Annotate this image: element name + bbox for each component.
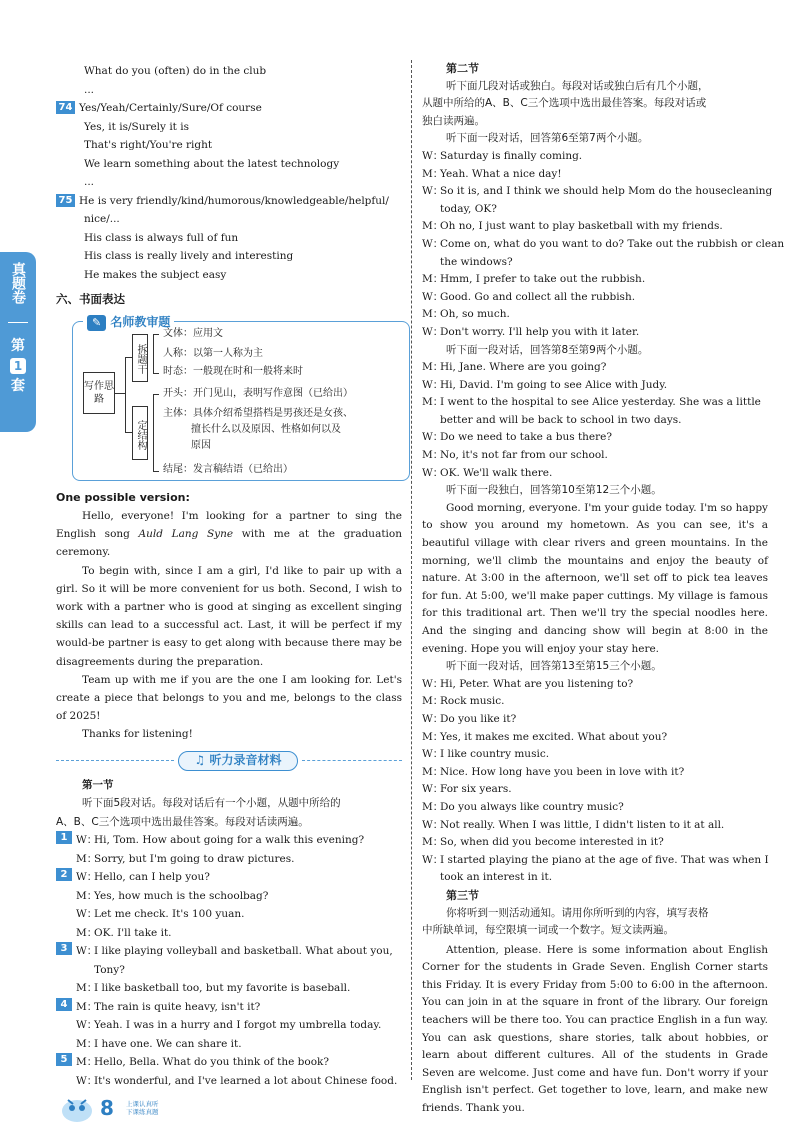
dialog-text: Saturday is finally coming. — [440, 149, 583, 162]
dialog-line — [422, 869, 768, 887]
dialog-text: the windows? — [440, 255, 513, 268]
speaker-label — [422, 201, 440, 219]
side-tab-separator — [8, 322, 28, 323]
mindmap-connector — [115, 393, 125, 394]
mindmap-item: 开头：开门见山，表明写作意图（已给出） — [163, 387, 353, 399]
dialog-line — [56, 942, 402, 961]
speaker-label: W： — [422, 818, 444, 831]
side-tab-title — [0, 262, 36, 309]
dialog-text: Hi, David. I'm going to see Alice with Judy. — [440, 378, 668, 391]
section-2-intro: 从题中所给的A、B、C三个选项中选出最佳答案。每段对话或 — [422, 97, 707, 110]
dialog-block — [56, 1053, 402, 1090]
dialog-line — [422, 324, 768, 342]
mindmap-root: 写作思路 — [83, 372, 115, 414]
indent-spacer — [56, 924, 76, 943]
q75-line: nice/... — [84, 213, 120, 225]
indent-spacer — [56, 1016, 76, 1035]
dialog-line — [422, 254, 768, 272]
dialog-text: Do we need to take a bus there? — [440, 431, 613, 444]
side-tab-set-number: 1 — [10, 358, 26, 374]
section-1-dialogs — [56, 831, 402, 1090]
speaker-label: W： — [422, 783, 444, 796]
headphone-icon: ♫ — [194, 752, 206, 767]
dialog-line — [56, 961, 402, 980]
dialog-block — [56, 942, 402, 998]
speaker-label: W： — [422, 290, 444, 303]
dialog-line — [422, 359, 768, 377]
dialog-text: Do you like it? — [440, 712, 517, 725]
dialog-text: Yes, how much is the schoolbag? — [94, 889, 269, 902]
speaker-label — [422, 254, 440, 272]
indent-spacer — [56, 961, 76, 980]
dialog-block — [56, 831, 402, 868]
dialog-line — [56, 1016, 402, 1035]
left-column — [56, 62, 402, 1090]
teacher-analysis-box — [72, 314, 410, 481]
mindmap-item: 结尾：发言稿结语（已给出） — [163, 463, 293, 475]
side-tab — [0, 252, 36, 432]
speaker-label: M： — [76, 889, 98, 902]
essay-paragraph: Team up with me if you are the one I am looking for. Let's create a piece that belongs to you and me, belongs to the class of 2025! — [56, 673, 402, 723]
mindmap-item: 主体：具体介绍希望搭档是男孩还是女孩、 — [163, 407, 353, 419]
dialog-line — [56, 1072, 402, 1091]
dialog-text: Yeah. What a nice day! — [440, 167, 562, 180]
question-number: 1 — [56, 831, 72, 844]
speaker-label: W： — [76, 908, 98, 921]
q74-line: That's right/You're right — [84, 139, 213, 151]
speaker-label: M： — [422, 449, 444, 462]
essay-paragraph: To begin with, since I am a girl, I'd like to pair up with a girl. So it will be more convenient for us both. Second, I wish to work with a partner who is good at singing as excellent singing skills can lead to a successful act. Last, it will be perfect if my would-be partner is easy to get along with because there may be disagreements during the preparation. — [56, 564, 402, 668]
speaker-label: M： — [422, 273, 444, 286]
dialog-line — [422, 218, 768, 236]
dialog-line — [422, 746, 768, 764]
section-3-intro: 你将听到一则活动通知。请用你所听到的内容，填写表格 — [446, 906, 709, 919]
dialog-text: Let me check. It's 100 yuan. — [94, 908, 245, 921]
speaker-label — [422, 412, 440, 430]
dialog-line — [56, 1035, 402, 1054]
q73-line: What do you (often) do in the club — [84, 65, 267, 77]
right-column — [422, 60, 785, 1118]
mindmap-branch-analyze: 拆题干 — [132, 334, 148, 382]
speaker-label: M： — [422, 361, 444, 374]
dialog-block — [56, 868, 402, 942]
dialog-line — [422, 394, 768, 412]
dialog-line — [422, 799, 768, 817]
dialog-line — [422, 465, 768, 483]
dialog-text: Hi, Tom. How about going for a walk this evening? — [94, 834, 365, 847]
dialog-text: Hi, Jane. Where are you going? — [440, 361, 607, 374]
dialog-6-7 — [422, 148, 785, 342]
essay — [56, 489, 402, 744]
dialog-line — [422, 377, 768, 395]
speaker-label: W： — [422, 853, 444, 866]
dialog-text: No, it's not far from our school. — [440, 449, 608, 462]
essay-paragraph: Hello, everyone! I'm looking for a partner to sing the English song Auld Lang Syne with me at the graduation ceremony. — [56, 510, 402, 559]
mindmap-connector — [125, 432, 132, 433]
speaker-label: M： — [422, 836, 444, 849]
indent-spacer — [56, 979, 76, 998]
section-6-heading: 六、书面表达 — [56, 292, 125, 306]
q74-line: We learn something about the latest technology — [84, 157, 340, 170]
speaker-label: W： — [76, 945, 98, 958]
speaker-label: W： — [76, 1019, 98, 1032]
dialog-text: Not really. When I was little, I didn't listen to it at all. — [440, 818, 725, 831]
indent-spacer — [56, 1072, 76, 1091]
speaker-label: M： — [422, 220, 444, 233]
question-number: 3 — [56, 942, 72, 955]
section-2-title: 第二节 — [446, 62, 479, 75]
speaker-label: W： — [422, 677, 444, 690]
dialog-text: Rock music. — [440, 695, 505, 708]
dialog-line — [422, 201, 768, 219]
speaker-label: M： — [422, 730, 444, 743]
speaker-label: W： — [422, 712, 444, 725]
section-2-intro: 独白读两遍。 — [422, 114, 485, 127]
indent-spacer — [56, 887, 76, 906]
dialog-line — [56, 905, 402, 924]
dialog-line — [422, 166, 768, 184]
q75-first: 75 He is very friendly/kind/humorous/knowledgeable/helpful/ — [56, 192, 402, 211]
monologue-intro: 听下面一段独白，回答第10至第12三个小题。 — [446, 484, 662, 497]
dialog-text: I like basketball too, but my favorite is baseball. — [94, 982, 351, 995]
dialog-text: Hi, Peter. What are you listening to? — [440, 677, 634, 690]
question-number: 4 — [56, 998, 72, 1011]
dialog-8-9 — [422, 359, 768, 482]
dialog-line — [422, 817, 768, 835]
dialog-line — [56, 868, 402, 887]
teacher-box-title: ✎ 名师教审题 — [83, 313, 174, 332]
mindmap-connector — [125, 357, 126, 432]
dialog-line — [422, 834, 768, 852]
speaker-label: W： — [76, 871, 98, 884]
speaker-label: M： — [422, 695, 444, 708]
dialog-text: Hello, can I help you? — [94, 871, 210, 884]
banner-dash-right — [302, 760, 402, 761]
dialog-line — [422, 693, 768, 711]
speaker-label — [422, 869, 440, 887]
dialog-line — [422, 676, 768, 694]
mindmap-bracket — [153, 334, 159, 374]
side-tab-set-pre: 第 — [11, 338, 25, 354]
speaker-label: W： — [422, 149, 444, 162]
section-1-intro: 听下面5段对话。每段对话后有一个小题，从题中所给的 — [82, 797, 341, 810]
section-1-title: 第一节 — [82, 778, 114, 791]
dialog-line — [422, 289, 768, 307]
question-number: 5 — [56, 1053, 72, 1066]
speaker-label: W： — [422, 748, 444, 761]
speaker-label — [76, 961, 94, 980]
dialog-text: I went to the hospital to see Alice yesterday. She was a little — [440, 396, 761, 409]
dialog-line — [422, 429, 768, 447]
speaker-label: M： — [422, 396, 444, 409]
dialog-text: Oh, so much. — [440, 308, 510, 321]
dialog-block — [56, 998, 402, 1054]
question-number: 2 — [56, 868, 72, 881]
speaker-label: M： — [422, 308, 444, 321]
essay-heading: One possible version: — [56, 490, 190, 504]
dialog-text: I have one. We can share it. — [94, 1037, 242, 1050]
mindmap-item: 文体：应用文 — [163, 327, 223, 339]
mindmap-item: 时态：一般现在时和一般将来时 — [163, 365, 303, 377]
dialog-line — [422, 306, 768, 324]
mindmap-item: 原因 — [191, 439, 211, 451]
mindmap-item: 擅长什么以及原因、性格如何以及 — [191, 423, 341, 435]
dialog-text: better and will be back to school in two days. — [440, 413, 682, 426]
speaker-label: W： — [422, 237, 444, 250]
dialog-text: today, OK? — [440, 202, 497, 215]
section-3-title: 第三节 — [446, 888, 479, 902]
dialog-text: The rain is quite heavy, isn't it? — [94, 1000, 261, 1013]
speaker-label: W： — [422, 185, 444, 198]
mindmap-item: 人称：以第一人称为主 — [163, 347, 263, 359]
dialog-text: I started playing the piano at the age of five. That was when I — [440, 853, 769, 866]
speaker-label: W： — [422, 325, 444, 338]
dialog-text: For six years. — [440, 783, 512, 796]
listening-banner — [56, 750, 402, 772]
dialog-intro: 听下面一段对话，回答第13至第15三个小题。 — [446, 660, 662, 673]
q74-line: ... — [84, 176, 95, 188]
dialog-text: took an interest in it. — [440, 871, 553, 884]
dialog-text: Sorry, but I'm going to draw pictures. — [94, 852, 295, 865]
dialog-text: Don't worry. I'll help you with it later. — [440, 325, 640, 338]
dialog-text: Come on, what do you want to do? Take out the rubbish or clean — [440, 237, 785, 250]
dialog-text: Nice. How long have you been in love with it? — [440, 765, 685, 778]
speaker-label: M： — [422, 167, 444, 180]
dialog-text: Hello, Bella. What do you think of the book? — [94, 1056, 330, 1069]
speaker-label: M： — [76, 1037, 98, 1050]
section-1-intro: A、B、C三个选项中选出最佳答案。每段对话读两遍。 — [56, 815, 309, 828]
banner-dash-left — [56, 760, 174, 761]
dialog-line — [56, 979, 402, 998]
q75-line: His class is really lively and interesting — [84, 250, 294, 262]
dialog-line — [56, 831, 402, 850]
speaker-label: M： — [422, 765, 444, 778]
dialog-line — [56, 850, 402, 869]
speaker-label: M： — [76, 1000, 98, 1013]
dialog-line — [422, 711, 768, 729]
dialog-line — [56, 924, 402, 943]
dialog-line — [422, 729, 768, 747]
dialog-line — [56, 998, 402, 1017]
q75-line: He makes the subject easy — [84, 268, 227, 281]
essay-paragraph: Thanks for listening! — [82, 728, 193, 741]
dialog-intro: 听下面一段对话，回答第6至第7两个小题。 — [446, 132, 649, 145]
dialog-text: Oh no, I just want to play basketball with my friends. — [440, 220, 723, 233]
dialog-line — [422, 447, 768, 465]
speaker-label: M： — [422, 800, 444, 813]
q74-line: Yes, it is/Surely it is — [84, 120, 189, 133]
speaker-label: W： — [422, 378, 444, 391]
footer-slogan: 上课认真听 下课练真题 — [126, 1100, 159, 1116]
dialog-line — [422, 781, 768, 799]
dialog-text: Good. Go and collect all the rubbish. — [440, 290, 636, 303]
dialog-line — [422, 412, 768, 430]
dialog-13-15 — [422, 676, 768, 887]
mascot-logo-icon — [60, 1094, 94, 1124]
dialog-text: Yes, it makes me excited. What about you? — [440, 730, 668, 743]
q73-ellipsis: ... — [84, 83, 95, 96]
indent-spacer — [56, 1035, 76, 1054]
dialog-text: Yeah. I was in a hurry and I forgot my umbrella today. — [94, 1019, 382, 1032]
notice-text: Attention, please. Here is some information about English Corner for the students in Grade Seven. English Corner starts this Friday. It is every Friday from 5:00 to 6:00 in the afternoon. You can join in at the square in front of the library. Our foreign teachers will be there too. You can practice English in a fun way. You can ask questions, share stories, talk about hobbies, or learn about different cultures. All of the students in Grade Seven are welcome. Just come and have fun. Don't worry if your English isn't perfect. Get together to love, learn, and make new friends. Thank you. — [422, 943, 768, 1115]
mindmap-bracket — [153, 394, 159, 472]
dialog-line — [56, 1053, 402, 1072]
dialog-line — [422, 852, 768, 870]
q75-line: His class is always full of fun — [84, 231, 239, 244]
speaker-label: W： — [76, 834, 98, 847]
dialog-text: OK. I'll take it. — [94, 926, 172, 939]
dialog-line — [422, 236, 785, 254]
dialog-text: Do you always like country music? — [440, 800, 624, 813]
dialog-line — [422, 183, 773, 201]
monologue-text: Good morning, everyone. I'm your guide today. I'm so happy to show you around my hometown. As you can see, it's a beautiful village with clear rivers and green mountains. In the morning, we'll climb the mountains and enjoy the beauty of nature. At 3:00 in the afternoon, we'll set off to pick tea leaves for fun. At 5:00, we'll make paper cuttings. My village is famous for this traditional art. Then we'll try the special noodles here. And the singing and dancing show will begin at 8:00 in the evening. Hope you will enjoy your stay here. — [422, 501, 768, 655]
q75-number: 75 — [56, 194, 75, 207]
mindmap-connector — [125, 357, 132, 358]
speaker-label: W： — [422, 466, 444, 479]
dialog-text: I like country music. — [440, 748, 550, 761]
indent-spacer — [56, 850, 76, 869]
speaker-label: M： — [76, 1056, 98, 1069]
column-divider — [411, 60, 412, 1080]
dialog-intro: 听下面一段对话，回答第8至第9两个小题。 — [446, 343, 649, 356]
side-tab-top: 真题卷 — [10, 262, 26, 304]
dialog-text: OK. We'll walk there. — [440, 466, 553, 479]
section-2-intro: 听下面几段对话或独白。每段对话或独白后有几个小题， — [446, 79, 709, 92]
q74-first: 74 Yes/Yeah/Certainly/Sure/Of course — [56, 99, 402, 118]
dialog-text: Tony? — [94, 963, 125, 976]
speaker-label: M： — [76, 926, 98, 939]
q74-number: 74 — [56, 101, 75, 114]
dialog-text: So, when did you become interested in it? — [440, 836, 664, 849]
mindmap-branch-structure: 定结构 — [132, 406, 148, 460]
section-3-intro: 中所缺单词，每空限填一词或一个数字。短文读两遍。 — [422, 924, 674, 937]
page-number: 8 — [100, 1096, 114, 1120]
dialog-text: Hmm, I prefer to take out the rubbish. — [440, 273, 646, 286]
dialog-line — [422, 271, 768, 289]
banner-pill: ♫ 听力录音材料 — [178, 751, 298, 771]
side-tab-set-post: 套 — [11, 378, 25, 394]
speaker-label: M： — [76, 852, 98, 865]
indent-spacer — [56, 905, 76, 924]
dialog-text: I like playing volleyball and basketball. What about you, — [94, 945, 393, 958]
dialog-line — [422, 764, 768, 782]
dialog-text: It's wonderful, and I've learned a lot about Chinese food. — [94, 1074, 398, 1087]
dialog-text: So it is, and I think we should help Mom do the housecleaning — [440, 185, 773, 198]
dialog-line — [422, 148, 768, 166]
dialog-line — [56, 887, 402, 906]
song-title: Auld Lang Syne — [138, 528, 234, 541]
speaker-label: M： — [76, 982, 98, 995]
speaker-label: W： — [76, 1074, 98, 1087]
side-tab-set — [0, 336, 36, 396]
speaker-label: W： — [422, 431, 444, 444]
